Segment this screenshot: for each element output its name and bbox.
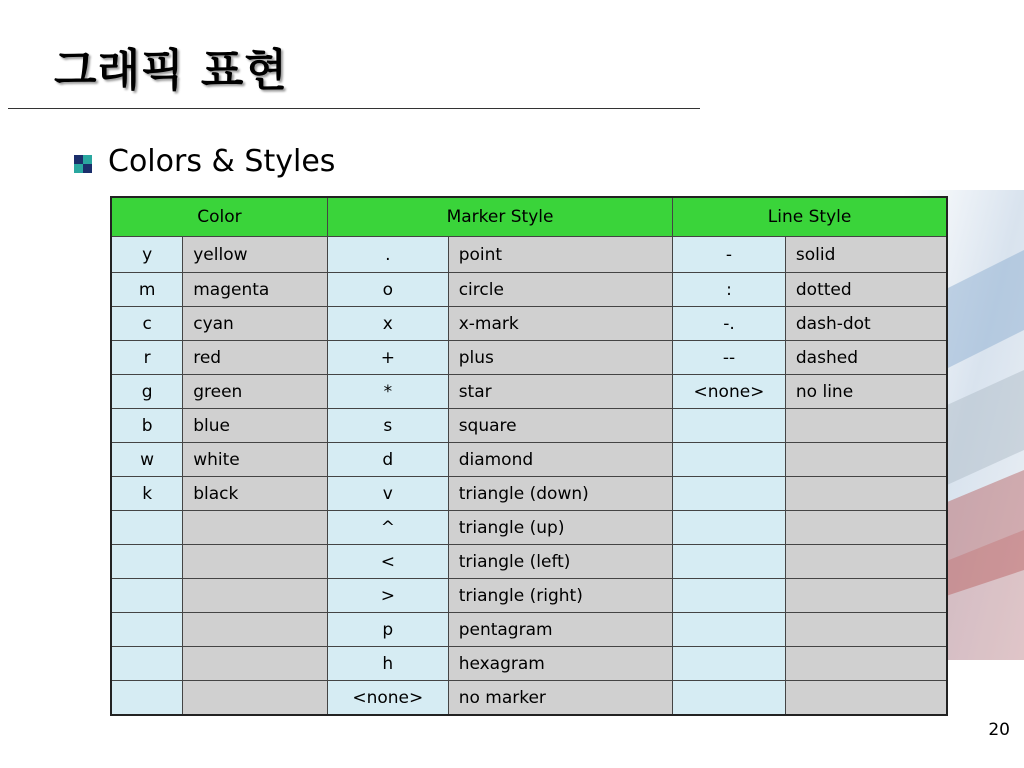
line-code bbox=[673, 545, 786, 579]
marker-name: pentagram bbox=[448, 613, 672, 647]
marker-code: v bbox=[327, 477, 448, 511]
color-code: c bbox=[111, 307, 183, 341]
header-line-style: Line Style bbox=[673, 197, 947, 237]
marker-name: circle bbox=[448, 273, 672, 307]
marker-name: star bbox=[448, 375, 672, 409]
table-row bbox=[111, 613, 947, 647]
color-code: r bbox=[111, 341, 183, 375]
table-row bbox=[111, 409, 947, 443]
color-name: blue bbox=[183, 409, 328, 443]
marker-code: * bbox=[327, 375, 448, 409]
header-marker-style: Marker Style bbox=[327, 197, 672, 237]
section-heading: Colors & Styles bbox=[108, 144, 336, 179]
marker-code: x bbox=[327, 307, 448, 341]
marker-name: no marker bbox=[448, 681, 672, 716]
color-name bbox=[183, 545, 328, 579]
table-row bbox=[111, 341, 947, 375]
color-name: cyan bbox=[183, 307, 328, 341]
page-title: 그래픽 표현 bbox=[54, 45, 288, 96]
colors-styles-table bbox=[110, 196, 948, 716]
marker-code: s bbox=[327, 409, 448, 443]
line-code: -. bbox=[673, 307, 786, 341]
table-row bbox=[111, 647, 947, 681]
line-name bbox=[785, 681, 947, 716]
color-name bbox=[183, 647, 328, 681]
marker-code: d bbox=[327, 443, 448, 477]
color-name: white bbox=[183, 443, 328, 477]
marker-name: point bbox=[448, 237, 672, 273]
line-name bbox=[785, 647, 947, 681]
table-row bbox=[111, 579, 947, 613]
table-row bbox=[111, 511, 947, 545]
line-code: <none> bbox=[673, 375, 786, 409]
marker-code: < bbox=[327, 545, 448, 579]
color-code bbox=[111, 545, 183, 579]
color-name: yellow bbox=[183, 237, 328, 273]
marker-code: > bbox=[327, 579, 448, 613]
table-row bbox=[111, 307, 947, 341]
line-code bbox=[673, 511, 786, 545]
color-code: y bbox=[111, 237, 183, 273]
color-code: b bbox=[111, 409, 183, 443]
color-name bbox=[183, 613, 328, 647]
line-name: dotted bbox=[785, 273, 947, 307]
marker-code: p bbox=[327, 613, 448, 647]
color-name: green bbox=[183, 375, 328, 409]
line-name: dash-dot bbox=[785, 307, 947, 341]
marker-code: ^ bbox=[327, 511, 448, 545]
color-code: w bbox=[111, 443, 183, 477]
color-code bbox=[111, 613, 183, 647]
marker-name: x-mark bbox=[448, 307, 672, 341]
color-name: magenta bbox=[183, 273, 328, 307]
color-name: black bbox=[183, 477, 328, 511]
color-name bbox=[183, 511, 328, 545]
color-code: g bbox=[111, 375, 183, 409]
line-name bbox=[785, 443, 947, 477]
line-name: no line bbox=[785, 375, 947, 409]
line-name: dashed bbox=[785, 341, 947, 375]
table-row bbox=[111, 237, 947, 273]
color-name bbox=[183, 681, 328, 716]
color-name: red bbox=[183, 341, 328, 375]
line-code bbox=[673, 647, 786, 681]
table-row bbox=[111, 477, 947, 511]
marker-name: plus bbox=[448, 341, 672, 375]
line-code bbox=[673, 579, 786, 613]
table-row bbox=[111, 375, 947, 409]
line-code: - bbox=[673, 237, 786, 273]
color-name bbox=[183, 579, 328, 613]
line-name bbox=[785, 613, 947, 647]
title-divider bbox=[8, 108, 700, 109]
line-code bbox=[673, 409, 786, 443]
table-row bbox=[111, 443, 947, 477]
table-row bbox=[111, 273, 947, 307]
color-code bbox=[111, 579, 183, 613]
line-code bbox=[673, 613, 786, 647]
table-row bbox=[111, 545, 947, 579]
marker-name: triangle (up) bbox=[448, 511, 672, 545]
line-name bbox=[785, 477, 947, 511]
bullet-icon bbox=[74, 155, 92, 173]
line-code: -- bbox=[673, 341, 786, 375]
color-code bbox=[111, 511, 183, 545]
header-color: Color bbox=[111, 197, 327, 237]
line-name bbox=[785, 511, 947, 545]
marker-code: + bbox=[327, 341, 448, 375]
line-name bbox=[785, 545, 947, 579]
marker-code: . bbox=[327, 237, 448, 273]
color-code bbox=[111, 647, 183, 681]
page-number: 20 bbox=[988, 720, 1010, 740]
table-header-row bbox=[111, 197, 947, 237]
marker-name: diamond bbox=[448, 443, 672, 477]
color-code bbox=[111, 681, 183, 716]
marker-name: triangle (right) bbox=[448, 579, 672, 613]
marker-code: <none> bbox=[327, 681, 448, 716]
color-code: m bbox=[111, 273, 183, 307]
line-code: : bbox=[673, 273, 786, 307]
line-name: solid bbox=[785, 237, 947, 273]
marker-code: h bbox=[327, 647, 448, 681]
marker-name: triangle (left) bbox=[448, 545, 672, 579]
table-row bbox=[111, 681, 947, 716]
marker-name: square bbox=[448, 409, 672, 443]
color-code: k bbox=[111, 477, 183, 511]
marker-name: triangle (down) bbox=[448, 477, 672, 511]
line-code bbox=[673, 477, 786, 511]
marker-name: hexagram bbox=[448, 647, 672, 681]
line-code bbox=[673, 681, 786, 716]
line-name bbox=[785, 579, 947, 613]
line-name bbox=[785, 409, 947, 443]
marker-code: o bbox=[327, 273, 448, 307]
line-code bbox=[673, 443, 786, 477]
